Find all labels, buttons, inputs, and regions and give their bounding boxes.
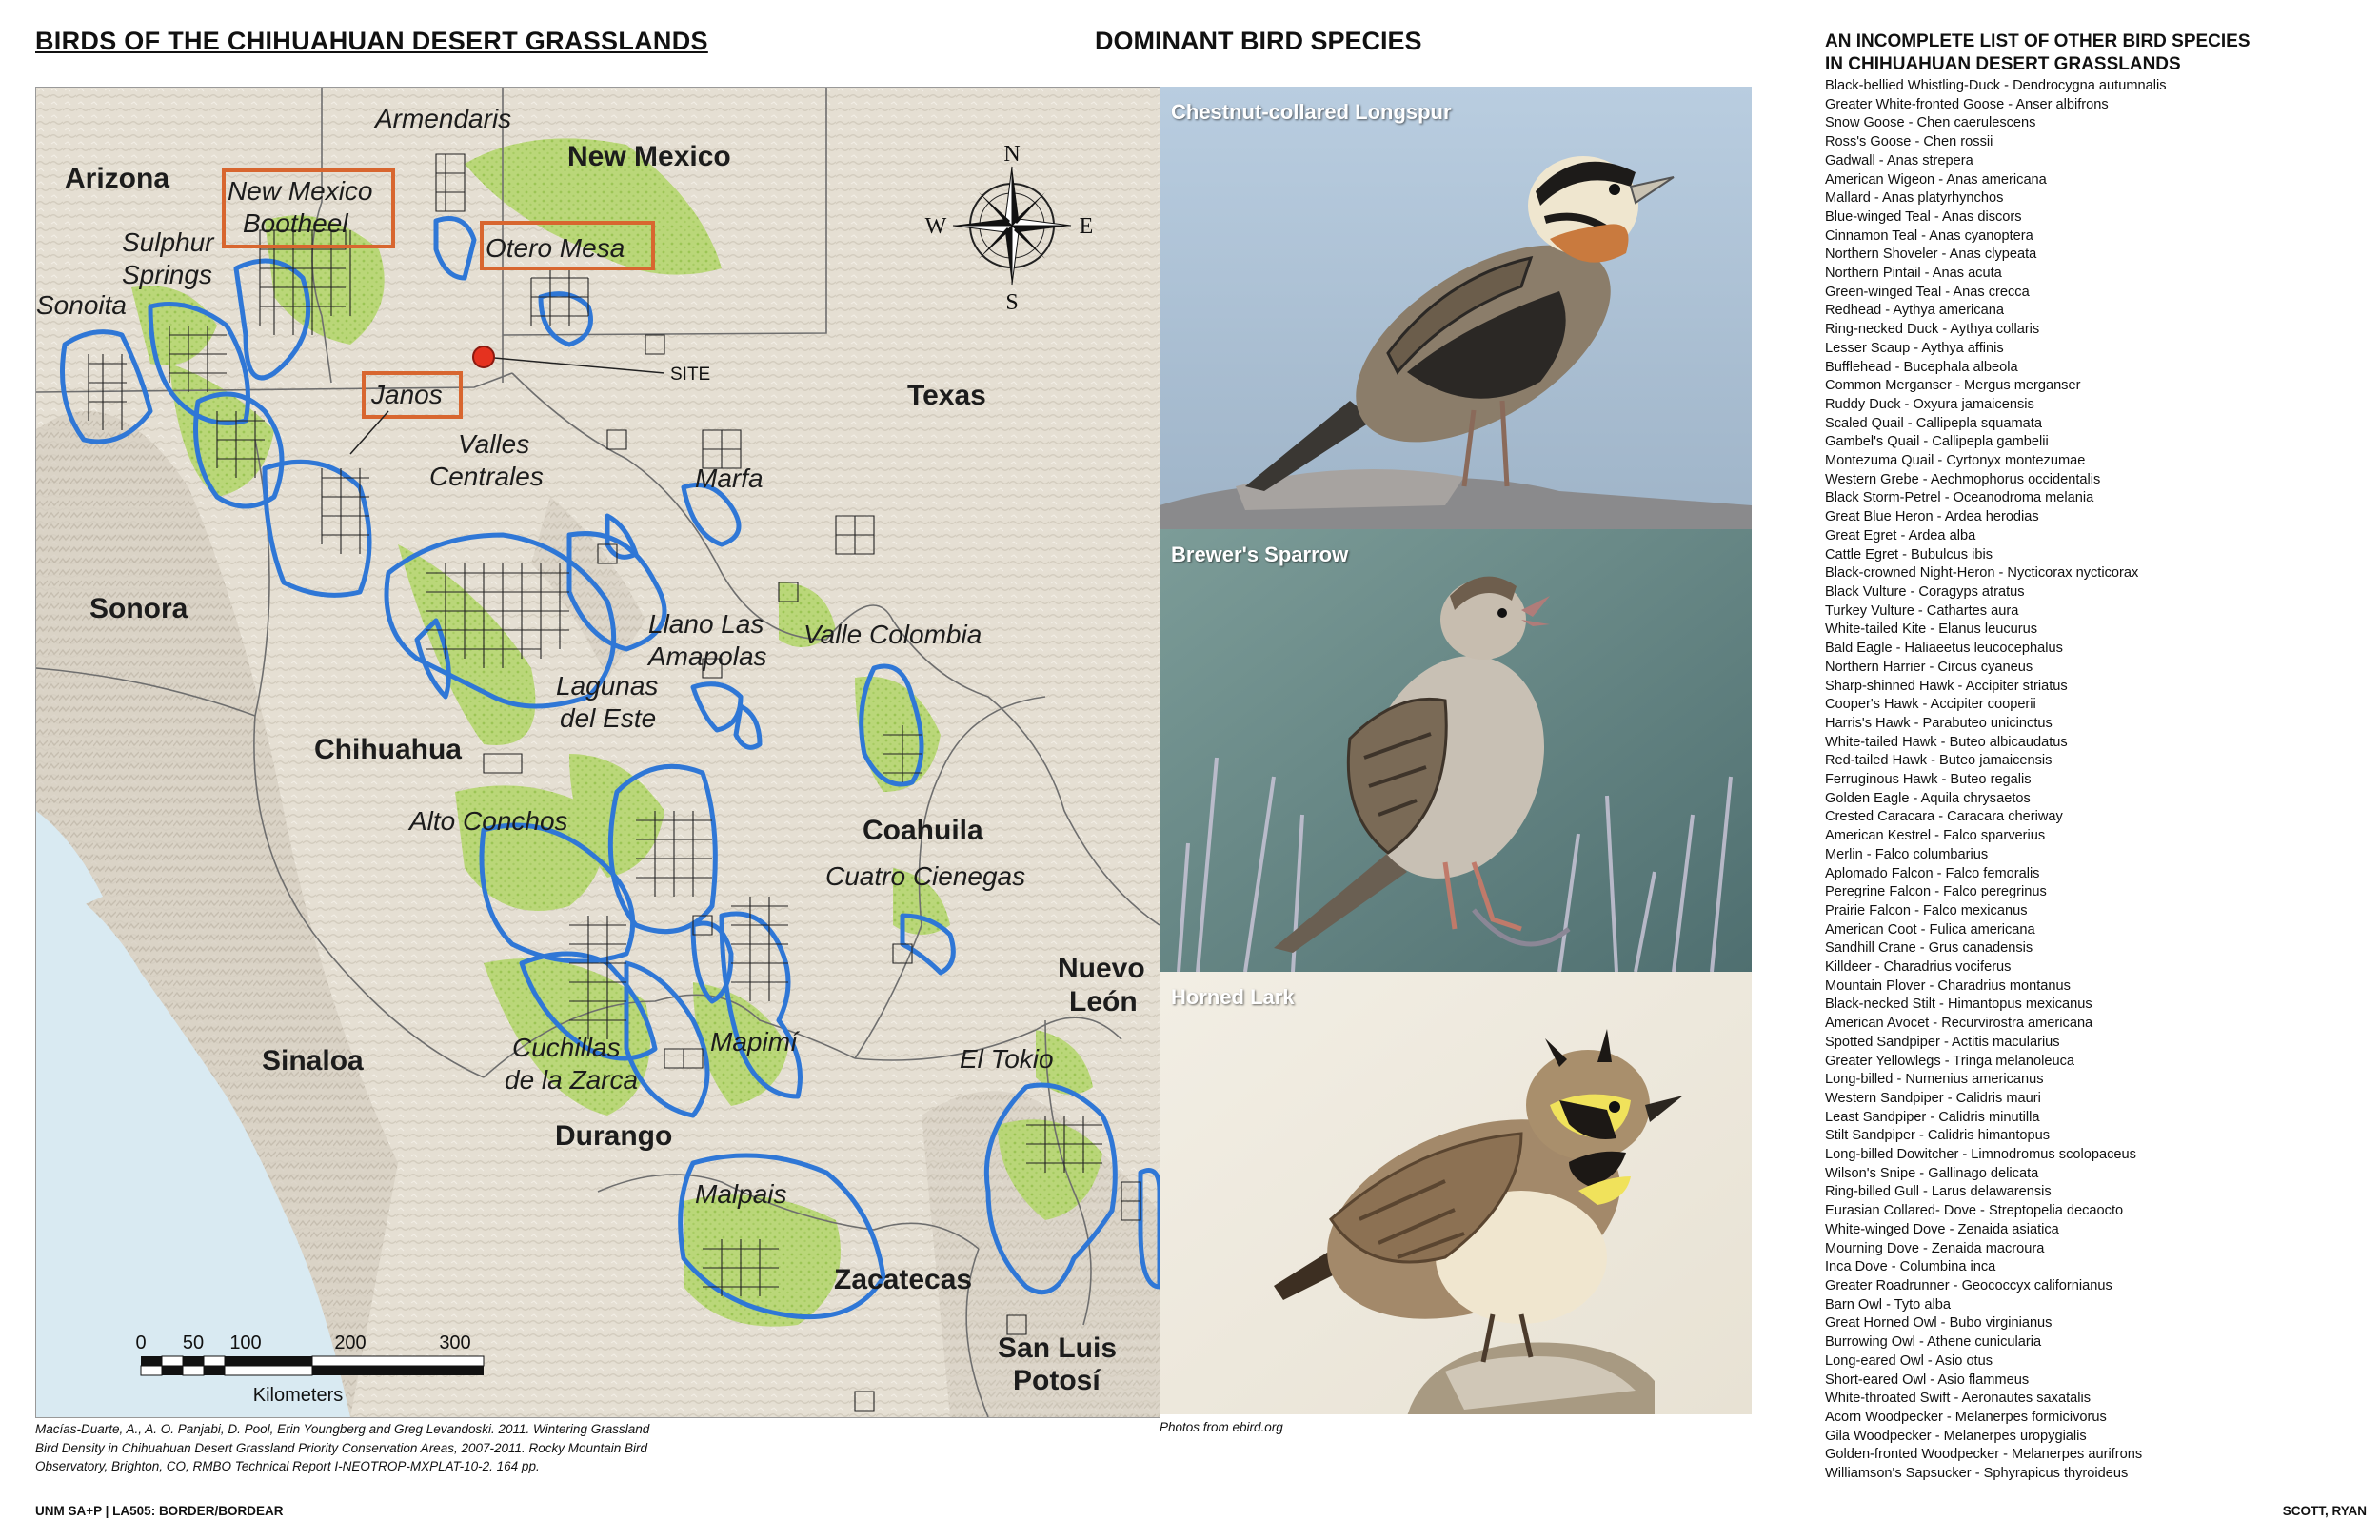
- photo-brewers-sparrow[interactable]: [1160, 529, 1752, 972]
- label-texas: Texas: [907, 380, 986, 411]
- label-san-luis: San Luis: [998, 1333, 1118, 1364]
- species-list-item: Golden Eagle - Aquila chrysaetos: [1825, 790, 2031, 806]
- label-otero-mesa: Otero Mesa: [486, 233, 625, 263]
- species-list-item: Crested Caracara - Caracara cheriway: [1825, 809, 2063, 825]
- label-janos: Janos: [371, 380, 443, 409]
- label-potosi: Potosí: [1013, 1365, 1101, 1396]
- species-list-item: Mallard - Anas platyrhynchos: [1825, 190, 2004, 207]
- photo-label-longspur: Chestnut-collared Longspur: [1171, 100, 1452, 124]
- species-list-item: American Kestrel - Falco sparverius: [1825, 828, 2046, 844]
- species-list-title-line-2: IN CHIHUAHUAN DESERT GRASSLANDS: [1825, 54, 2181, 74]
- label-marfa: Marfa: [695, 464, 764, 493]
- label-sinaloa: Sinaloa: [262, 1045, 364, 1076]
- species-list-item: Bufflehead - Bucephala albeola: [1825, 359, 2018, 375]
- species-list-item: White-throated Swift - Aeronautes saxatalis: [1825, 1391, 2092, 1407]
- label-cuchillas: Cuchillas: [512, 1033, 621, 1062]
- species-list-item: Great Horned Owl - Bubo virginianus: [1825, 1315, 2053, 1332]
- species-list-item: Ferruginous Hawk - Buteo regalis: [1825, 772, 2032, 788]
- species-list-item: Short-eared Owl - Asio flammeus: [1825, 1372, 2030, 1388]
- species-list-item: Turkey Vulture - Cathartes aura: [1825, 602, 2019, 619]
- label-sonora: Sonora: [89, 593, 188, 624]
- species-list-item: Golden-fronted Woodpecker - Melanerpes aurifrons: [1825, 1447, 2143, 1463]
- species-list-item: Black Vulture - Coragyps atratus: [1825, 583, 2025, 600]
- label-sulphur: Sulphur: [122, 227, 214, 257]
- species-list-item: Red-tailed Hawk - Buteo jamaicensis: [1825, 753, 2053, 769]
- species-list-item: Greater White-fronted Goose - Anser albifrons: [1825, 96, 2109, 112]
- species-list-item: Black-bellied Whistling-Duck - Dendrocygna autumnalis: [1825, 78, 2167, 93]
- scale-tick-100: 100: [229, 1333, 262, 1353]
- label-armendaris: Armendaris: [375, 104, 512, 133]
- species-list-item: Merlin - Falco columbarius: [1825, 846, 1989, 862]
- site-label: SITE: [670, 365, 711, 385]
- label-nuevo: Nuevo: [1058, 953, 1145, 984]
- species-list-item: Stilt Sandpiper - Calidris himantopus: [1825, 1128, 2051, 1144]
- species-list-item: American Avocet - Recurvirostra americana: [1825, 1016, 2093, 1032]
- species-list-item: Mountain Plover - Charadrius montanus: [1825, 977, 2071, 994]
- label-alto-conchos: Alto Conchos: [409, 806, 568, 836]
- species-list-item: Common Merganser - Mergus merganser: [1825, 378, 2081, 394]
- label-new-mexico: New Mexico: [567, 141, 731, 172]
- species-list-item: Northern Shoveler - Anas clypeata: [1825, 247, 2037, 263]
- scale-tick-50: 50: [182, 1333, 205, 1353]
- species-list-item: Western Grebe - Aechmophorus occidentalis: [1825, 471, 2101, 487]
- species-list-item: White-winged Dove - Zenaida asiatica: [1825, 1221, 2059, 1237]
- species-list-item: Ring-necked Duck - Aythya collaris: [1825, 322, 2040, 338]
- label-sonoita: Sonoita: [36, 290, 127, 320]
- label-durango: Durango: [555, 1120, 673, 1152]
- photo-label-horned-lark: Horned Lark: [1171, 985, 1295, 1009]
- compass-e: E: [1079, 214, 1094, 239]
- species-list-item: Harris's Hawk - Parabuteo unicinctus: [1825, 715, 2053, 731]
- label-arizona: Arizona: [65, 163, 170, 194]
- species-list-item: White-tailed Kite - Elanus leucurus: [1825, 622, 2038, 638]
- species-list-item: Long-billed Dowitcher - Limnodromus scolopaceus: [1825, 1147, 2136, 1163]
- compass-n: N: [1003, 142, 1021, 167]
- page-title: BIRDS OF THE CHIHUAHUAN DESERT GRASSLANDS: [35, 27, 708, 55]
- citation: [35, 1420, 1140, 1476]
- label-cuatro-cienegas: Cuatro Cienegas: [825, 861, 1026, 891]
- species-list-item: Williamson's Sapsucker - Sphyrapicus thyroideus: [1825, 1466, 2129, 1482]
- species-list-item: Lesser Scaup - Aythya affinis: [1825, 340, 2004, 356]
- species-list-item: Aplomado Falcon - Falco femoralis: [1825, 865, 2040, 881]
- species-list-item: Black-crowned Night-Heron - Nycticorax nycticorax: [1825, 565, 2139, 582]
- species-list-item: Great Blue Heron - Ardea herodias: [1825, 509, 2039, 525]
- site-marker[interactable]: [473, 346, 494, 367]
- species-list-item: Least Sandpiper - Calidris minutilla: [1825, 1109, 2040, 1125]
- species-list-item: Snow Goose - Chen caerulescens: [1825, 115, 2036, 131]
- species-list-item: Ring-billed Gull - Larus delawarensis: [1825, 1184, 2052, 1200]
- species-list-item: Montezuma Quail - Cyrtonyx montezumae: [1825, 453, 2086, 469]
- citation-line-2: Bird Density in Chihuahuan Desert Grassland Priority Conservation Areas, 2007-2011. Rocky Mountain Bird: [35, 1440, 648, 1455]
- species-list-item: Western Sandpiper - Calidris mauri: [1825, 1090, 2041, 1106]
- species-list-item: Burrowing Owl - Athene cunicularia: [1825, 1334, 2042, 1351]
- species-list-item: Northern Pintail - Anas acuta: [1825, 266, 2002, 282]
- species-list-item: Long-eared Owl - Asio otus: [1825, 1352, 1993, 1369]
- species-list-item: Long-billed - Numenius americanus: [1825, 1072, 2044, 1088]
- label-lagunas: Lagunas: [556, 671, 659, 701]
- species-list-item: Inca Dove - Columbina inca: [1825, 1259, 1996, 1275]
- footer-author: SCOTT, RYAN: [2282, 1504, 2367, 1518]
- species-list-item: Mourning Dove - Zenaida macroura: [1825, 1240, 2045, 1256]
- horned-lark-image: [1160, 972, 1752, 1414]
- species-list-item: Sandhill Crane - Grus canadensis: [1825, 940, 2033, 957]
- species-list-item: White-tailed Hawk - Buteo albicaudatus: [1825, 734, 2068, 750]
- citation-line-3: Observatory, Brighton, CO, RMBO Technical Report I-NEOTROP-MXPLAT-10-2. 164 pp.: [35, 1459, 540, 1473]
- label-llano: Llano Las: [648, 609, 764, 639]
- label-mapimi: Mapimí: [710, 1027, 798, 1056]
- species-list-item: Greater Yellowlegs - Tringa melanoleuca: [1825, 1053, 2075, 1069]
- compass-s: S: [1005, 290, 1019, 315]
- species-list-item: Bald Eagle - Haliaeetus leucocephalus: [1825, 641, 2063, 657]
- label-bootheel-2: Bootheel: [243, 208, 348, 238]
- label-zacatecas: Zacatecas: [834, 1264, 973, 1295]
- label-leon: León: [1069, 986, 1138, 1017]
- photo-credit: Photos from ebird.org: [1160, 1420, 1283, 1434]
- sparrow-image: [1160, 529, 1752, 972]
- label-centrales: Centrales: [429, 462, 544, 491]
- species-list-item: Ross's Goose - Chen rossii: [1825, 134, 1993, 150]
- species-list-item: Redhead - Aythya americana: [1825, 303, 2004, 319]
- compass-w: W: [924, 214, 947, 239]
- species-list-item: Black-necked Stilt - Himantopus mexicanus: [1825, 997, 2092, 1013]
- species-list-item: Cinnamon Teal - Anas cyanoptera: [1825, 227, 2033, 244]
- species-list-item: Barn Owl - Tyto alba: [1825, 1296, 1951, 1313]
- species-list-item: Wilson's Snipe - Gallinago delicata: [1825, 1165, 2039, 1181]
- label-del-este: del Este: [560, 703, 657, 733]
- scale-tick-300: 300: [439, 1333, 471, 1353]
- species-list-item: Green-winged Teal - Anas crecca: [1825, 284, 2030, 300]
- species-list-item: American Coot - Fulica americana: [1825, 921, 2035, 938]
- species-list-item: Greater Roadrunner - Geococcyx californianus: [1825, 1278, 2112, 1293]
- label-coahuila: Coahuila: [863, 815, 983, 846]
- label-amapolas: Amapolas: [648, 642, 767, 671]
- scale-tick-0: 0: [135, 1333, 147, 1353]
- species-list-item: Killdeer - Charadrius vociferus: [1825, 959, 2012, 976]
- species-list-item: Gadwall - Anas strepera: [1825, 152, 1973, 168]
- photo-label-brewers-sparrow: Brewer's Sparrow: [1171, 543, 1349, 566]
- species-list-item: Blue-winged Teal - Anas discors: [1825, 208, 2022, 225]
- species-list-item: Gila Woodpecker - Melanerpes uropygialis: [1825, 1428, 2087, 1444]
- label-chihuahua: Chihuahua: [314, 734, 462, 765]
- citation-line-1: Macías-Duarte, A., A. O. Panjabi, D. Pool, Erin Youngberg and Greg Levandoski. 2011. Wintering Grassland: [35, 1422, 650, 1436]
- grassland-map[interactable]: [35, 87, 1160, 1418]
- longspur-image: [1160, 87, 1752, 529]
- scale-unit: Kilometers: [252, 1385, 344, 1406]
- species-list-item: Great Egret - Ardea alba: [1825, 527, 1976, 543]
- species-list-item: Black Storm-Petrel - Oceanodroma melania: [1825, 490, 2094, 506]
- section-title-dominant-species: DOMINANT BIRD SPECIES: [1095, 27, 1422, 55]
- species-list-item: Northern Harrier - Circus cyaneus: [1825, 659, 2033, 675]
- label-malpais: Malpais: [695, 1179, 787, 1209]
- species-list-item: Spotted Sandpiper - Actitis macularius: [1825, 1034, 2060, 1050]
- species-list-item: American Wigeon - Anas americana: [1825, 171, 2047, 188]
- footer-course: UNM SA+P | LA505: BORDER/BORDEAR: [35, 1504, 284, 1518]
- species-list-item: Cattle Egret - Bubulcus ibis: [1825, 546, 1993, 563]
- species-list-item: Sharp-shinned Hawk - Accipiter striatus: [1825, 678, 2068, 694]
- species-list-item: Scaled Quail - Callipepla squamata: [1825, 415, 2042, 431]
- scale-tick-200: 200: [334, 1333, 367, 1353]
- species-list-title-line-1: AN INCOMPLETE LIST OF OTHER BIRD SPECIES: [1825, 31, 2251, 51]
- label-el-tokio: El Tokio: [960, 1044, 1054, 1074]
- species-list-item: Eurasian Collared- Dove - Streptopelia decaocto: [1825, 1203, 2124, 1219]
- species-list-item: Prairie Falcon - Falco mexicanus: [1825, 902, 2028, 918]
- label-springs: Springs: [122, 260, 212, 289]
- species-list-item: Acorn Woodpecker - Melanerpes formicivorus: [1825, 1409, 2107, 1425]
- photo-horned-lark[interactable]: [1160, 972, 1752, 1414]
- photo-chestnut-collared-longspur[interactable]: [1160, 87, 1752, 529]
- species-list-item: Cooper's Hawk - Accipiter cooperii: [1825, 697, 2036, 713]
- species-list-item: Gambel's Quail - Callipepla gambelii: [1825, 434, 2049, 450]
- label-bootheel-1: New Mexico: [228, 176, 373, 206]
- species-list-title: [1825, 30, 2251, 76]
- species-list-item: Ruddy Duck - Oxyura jamaicensis: [1825, 396, 2034, 412]
- map-canvas: [36, 88, 1160, 1417]
- label-de-la-zarca: de la Zarca: [505, 1065, 639, 1095]
- species-list: [1825, 77, 2368, 1484]
- label-valle-colombia: Valle Colombia: [803, 620, 982, 649]
- label-valles: Valles: [458, 429, 530, 459]
- species-list-item: Peregrine Falcon - Falco peregrinus: [1825, 884, 2047, 900]
